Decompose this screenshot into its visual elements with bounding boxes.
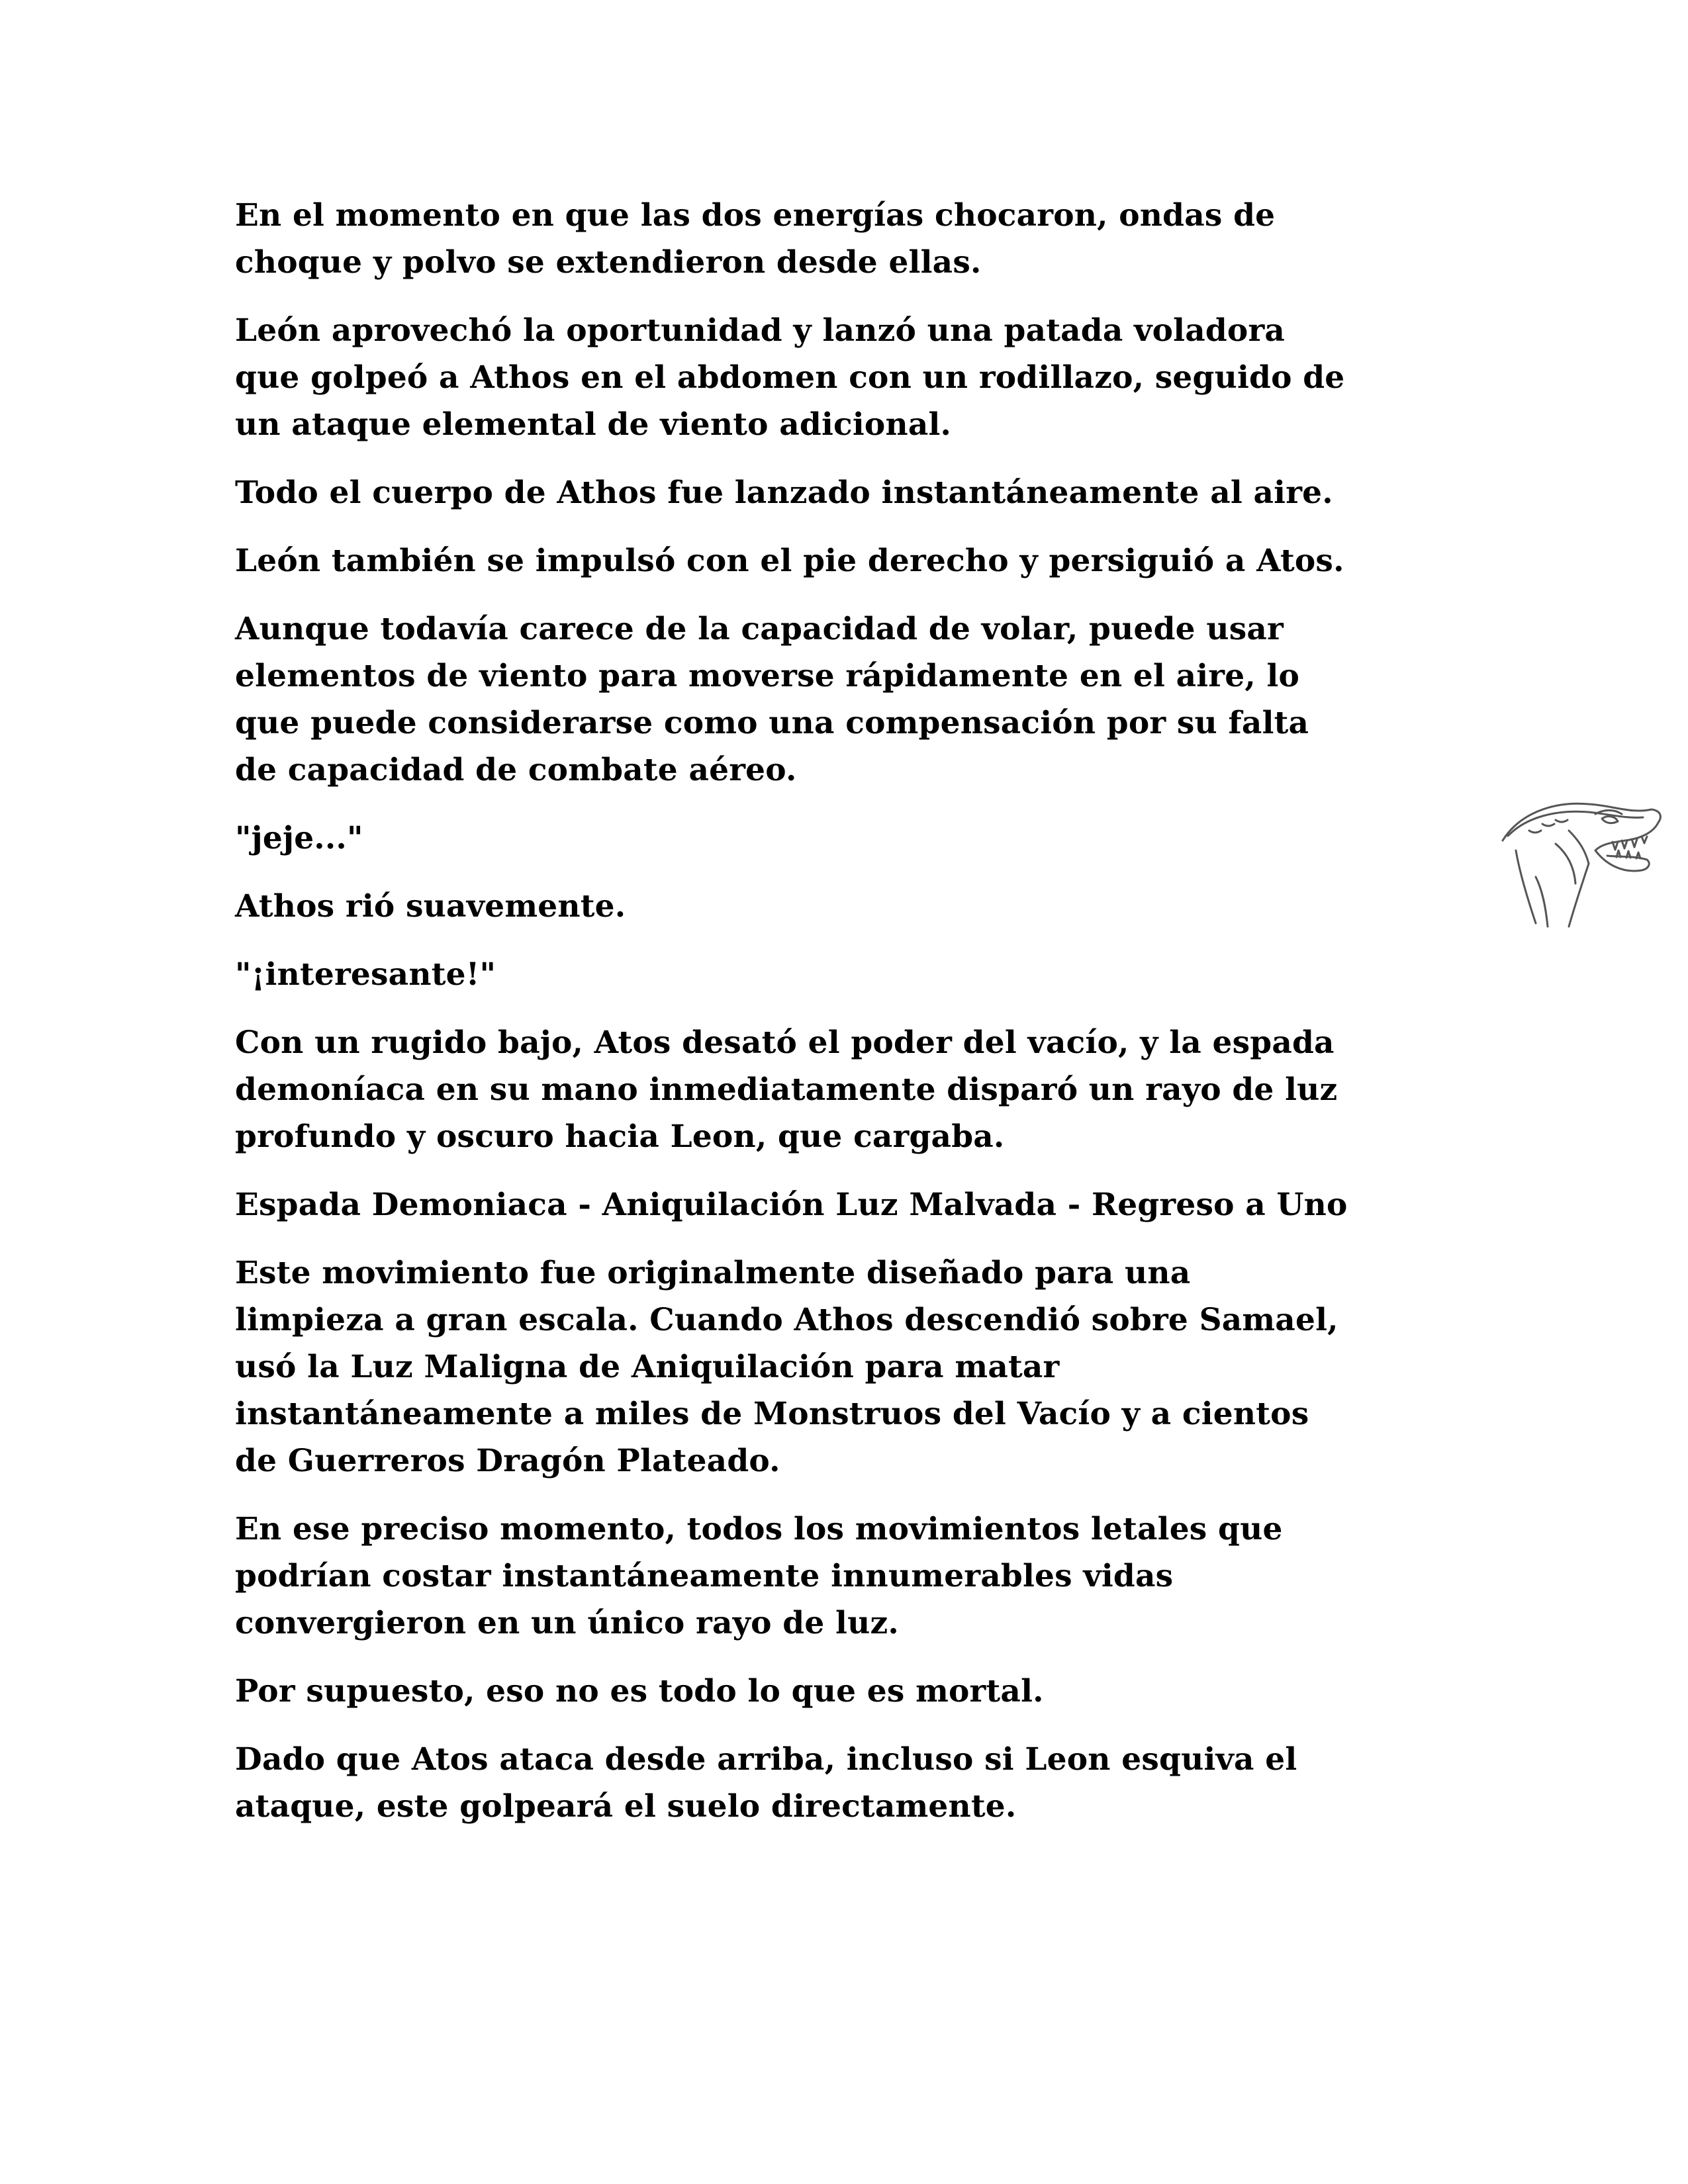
story-text	[235, 192, 1493, 1851]
paragraph: Por supuesto, eso no es todo lo que es mortal.	[235, 1673, 1044, 1709]
paragraph: Este movimiento fue originalmente diseñado para una limpieza a gran escala. Cuando Athos descendió sobre Samael, usó la Luz Maligna de Aniquilación para matar instantáneamente a miles de Monstruos del Vacío y a cientos de Guerreros Dragón Plateado.	[235, 1255, 1338, 1479]
paragraph: Espada Demoniaca - Aniquilación Luz Malvada - Regreso a Uno	[235, 1187, 1348, 1223]
paragraph: "¡interesante!"	[235, 956, 496, 993]
paragraph: Athos rió suavemente.	[235, 888, 626, 925]
paragraph: "jeje..."	[235, 820, 363, 856]
paragraph: En el momento en que las dos energías chocaron, ondas de choque y polvo se extendieron desde ellas.	[235, 197, 1276, 281]
paragraph: León también se impulsó con el pie derecho y persiguió a Atos.	[235, 543, 1344, 579]
dinosaur-head-sketch-icon	[1489, 778, 1668, 930]
paragraph: Aunque todavía carece de la capacidad de volar, puede usar elementos de viento para moverse rápidamente en el aire, lo que puede considerarse como una compensación por su falta de capacidad de combate aéreo.	[235, 611, 1309, 788]
paragraph: León aprovechó la oportunidad y lanzó una patada voladora que golpeó a Athos en el abdomen con un rodillazo, seguido de un ataque elemental de viento adicional.	[235, 312, 1345, 443]
paragraph: Todo el cuerpo de Athos fue lanzado instantáneamente al aire.	[235, 475, 1333, 511]
paragraph: Dado que Atos ataca desde arriba, incluso si Leon esquiva el ataque, este golpeará el suelo directamente.	[235, 1741, 1297, 1825]
paragraph: Con un rugido bajo, Atos desató el poder del vacío, y la espada demoníaca en su mano inmediatamente disparó un rayo de luz profundo y oscuro hacia Leon, que cargaba.	[235, 1024, 1338, 1155]
paragraph: En ese preciso momento, todos los movimientos letales que podrían costar instantáneamente innumerables vidas convergieron en un único rayo de luz.	[235, 1511, 1283, 1641]
